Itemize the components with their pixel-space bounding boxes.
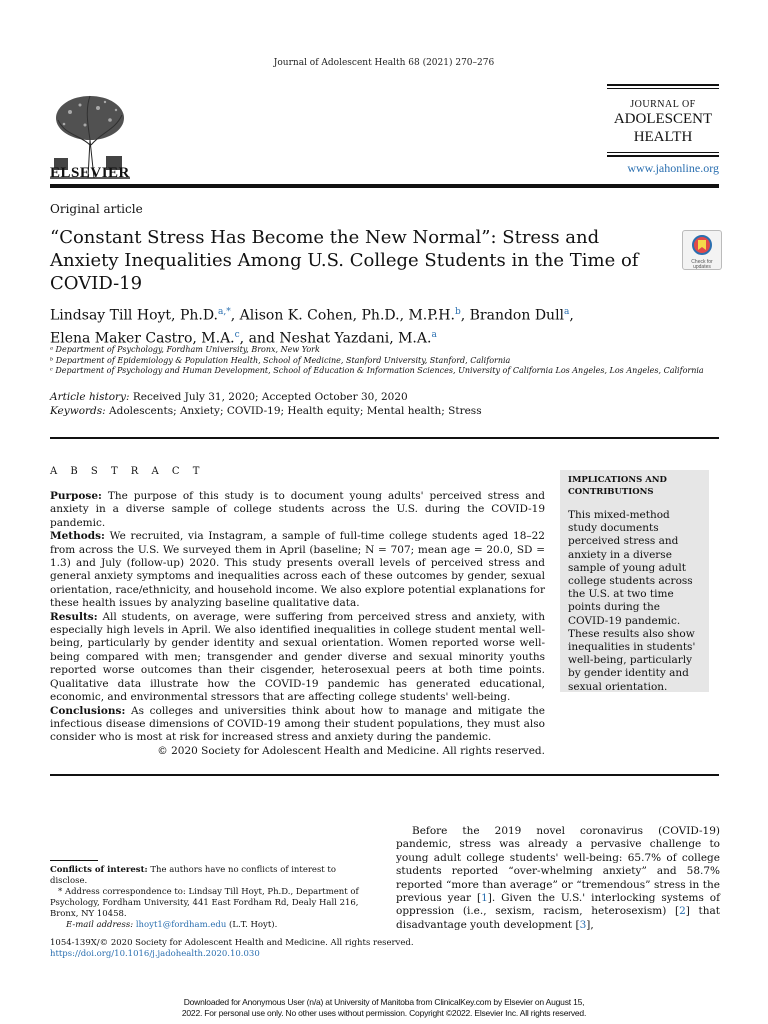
purpose-label: Purpose: <box>50 490 102 502</box>
journal-name-small: JOURNAL OF <box>630 99 696 110</box>
methods-label: Methods: <box>50 530 105 543</box>
abstract-body <box>50 490 545 758</box>
masthead-rule <box>607 152 719 153</box>
doi-link[interactable]: https://doi.org/10.1016/j.jadohealth.2020.10.030 <box>50 949 260 959</box>
purpose-text: The purpose of this study is to document young adults' perceived stress and anxiety in a diverse sample of college students across the U.S. during the COVID-19 pandemic. <box>50 490 545 529</box>
results-text: All students, on average, were suffering from perceived stress and anxiety, with especially high levels in April. We also identified inequalities in college student mental well-being, particularly by gender identity and sexual orientation. Women reported worse well-being compared with men; transgender and gender diverse and sexual minority youths reported worse outcomes than their cisgender, heterosexual peers at both time points. Qualitative data illustrate how the COVID-19 pandemic has generated educational, economic, and environmental stressors that are affecting college students' well-being. <box>50 610 545 704</box>
keywords: Adolescents; Anxiety; COVID-19; Health equity; Mental health; Stress <box>109 405 482 417</box>
affiliation: ᶜ Department of Psychology and Human Development, School of Education & Information Sciences, University of California Los Angeles, Los Angeles, California <box>50 366 704 375</box>
author-list <box>50 303 690 348</box>
section-rule <box>50 774 719 776</box>
section-rule <box>50 437 719 439</box>
download-notice <box>0 997 768 1019</box>
email-label: E-mail address: <box>66 920 134 930</box>
results-label: Results: <box>50 610 98 623</box>
email-suffix: (L.T. Hoyt). <box>229 920 278 930</box>
author-separator: , <box>460 307 470 324</box>
correspondence: * Address correspondence to: Lindsay Till Hoyt, Ph.D., Department of Psychology, Fordham University, 441 East Fordham Rd, Dealy Hall 216, Bronx, NY 10458. <box>50 887 359 919</box>
abstract-copyright: © 2020 Society for Adolescent Health and Medicine. All rights reserved. <box>157 744 545 757</box>
author-separator: , <box>230 307 240 324</box>
masthead-rule <box>607 84 719 86</box>
methods-text: We recruited, via Instagram, a sample of full-time college students aged 18–22 from across the U.S. We surveyed them in April (baseline; N = 707; mean age = 20.0, SD = 1.3) and July (follow-up) 2020. This study presents overall levels of perceived stress and general anxiety symptoms and inequalities across each of these outcomes by gender, sexual orientation, race/ethnicity, and household income. We also explore potential explanations for these health issues by analyzing baseline qualitative data. <box>50 530 545 610</box>
body-text: ] that disadvantage youth development [ <box>396 905 720 931</box>
conflicts-label: Conflicts of interest: <box>50 865 148 875</box>
article-title: “Constant Stress Has Become the New Normal”: Stress and Anxiety Inequalities Among U.S. College Students in the Time of COVID-19 <box>50 227 639 294</box>
citation-link[interactable]: 1 <box>481 892 488 905</box>
intro-paragraph <box>396 825 720 932</box>
body-text: Before the 2019 novel coronavirus (COVID-19) pandemic, stress was already a pervasive challenge to young adult college students' well-being: 65.7% of college students reported “over-whelming anxiety” and 58.7% reported “more than average” or “tremendous” stress in the previous year [ <box>396 825 720 905</box>
affiliation: ᵇ Department of Epidemiology & Population Health, School of Medicine, Stanford University, Stanford, California <box>50 355 511 365</box>
conflicts-text: The authors have no conflicts of interest to disclose. <box>50 865 336 886</box>
check-for-updates-button[interactable] <box>682 230 722 270</box>
journal-masthead <box>607 84 719 176</box>
author-name: Neshat Yazdani, M.A. <box>279 330 432 347</box>
article-history: Received July 31, 2020; Accepted October 30, 2020 <box>132 391 408 403</box>
author-affil-link[interactable]: a <box>431 329 437 340</box>
running-head: Journal of Adolescent Health 68 (2021) 270–276 <box>273 58 495 68</box>
author-affil-link[interactable]: b <box>454 307 461 317</box>
author-name: Elena Maker Castro, M.A. <box>50 330 235 347</box>
email-link[interactable]: lhoyt1@fordham.edu <box>135 920 227 930</box>
footnote-rule <box>50 860 98 861</box>
author-name: Brandon Dull <box>469 307 565 324</box>
author-name: Alison K. Cohen, Ph.D., M.P.H. <box>239 307 455 324</box>
article-info <box>50 390 730 418</box>
citation-link[interactable]: 2 <box>679 905 686 918</box>
implications-body: This mixed-method study documents perceived stress and anxiety in a diverse sample of young adult college students across the U.S. at two time points during the COVID-19 pandemic. These results also show inequalities in students' well-being, particularly by gender identity and sexual orientation. <box>568 509 696 693</box>
body-text: ], <box>586 918 594 931</box>
masthead-rule <box>607 155 719 157</box>
conclusions-label: Conclusions: <box>50 704 126 717</box>
author-affil-link[interactable]: c <box>234 329 240 340</box>
download-line: 2022. For personal use only. No other uses without permission. Copyright ©2022. Elsevier Inc. All rights reserved. <box>181 1008 587 1018</box>
crossmark-icon <box>691 234 713 256</box>
article-type: Original article <box>50 202 143 216</box>
journal-url-link[interactable]: www.jahonline.org <box>627 161 719 175</box>
publisher-name: ELSEVIER <box>50 165 130 181</box>
issn-block <box>50 938 450 960</box>
keywords-label: Keywords: <box>50 405 106 417</box>
implications-box <box>560 470 709 692</box>
download-line: Downloaded for Anonymous User (n/a) at University of Manitoba from ClinicalKey.com by Elsevier on August 15, <box>183 997 585 1007</box>
abstract-heading: A B S T R A C T <box>50 466 205 477</box>
author-name: Lindsay Till Hoyt, Ph.D. <box>50 307 218 324</box>
citation-link[interactable]: 3 <box>579 918 587 931</box>
footnotes <box>50 865 372 931</box>
journal-name-line2: HEALTH <box>633 129 693 145</box>
history-label: Article history: <box>50 391 130 403</box>
crossmark-label: Check for updates <box>691 259 713 270</box>
affiliations <box>50 345 730 377</box>
masthead-rule <box>607 88 719 89</box>
header-rule <box>50 184 719 188</box>
issn-text: 1054-139X/© 2020 Society for Adolescent Health and Medicine. All rights reserved. <box>50 938 414 948</box>
author-separator: , and <box>239 330 280 347</box>
author-separator: , <box>569 307 574 324</box>
affiliation: ᵃ Department of Psychology, Fordham University, Bronx, New York <box>50 345 320 354</box>
conclusions-text: As colleges and universities think about how to manage and mitigate the infectious disease dimensions of COVID-19 among their student populations, they must also consider who is most at risk for increased stress and anxiety during the pandemic. <box>50 704 545 744</box>
author-affil-link[interactable]: a <box>564 307 570 317</box>
body-text: ]. Given the U.S.' interlocking systems of oppression (i.e., sexism, racism, heterosexism) [ <box>396 892 720 918</box>
author-affil-link[interactable]: a,* <box>218 307 231 317</box>
journal-name-line1: ADOLESCENT <box>613 111 713 127</box>
implications-title: IMPLICATIONS AND CONTRIBUTIONS <box>568 475 667 497</box>
